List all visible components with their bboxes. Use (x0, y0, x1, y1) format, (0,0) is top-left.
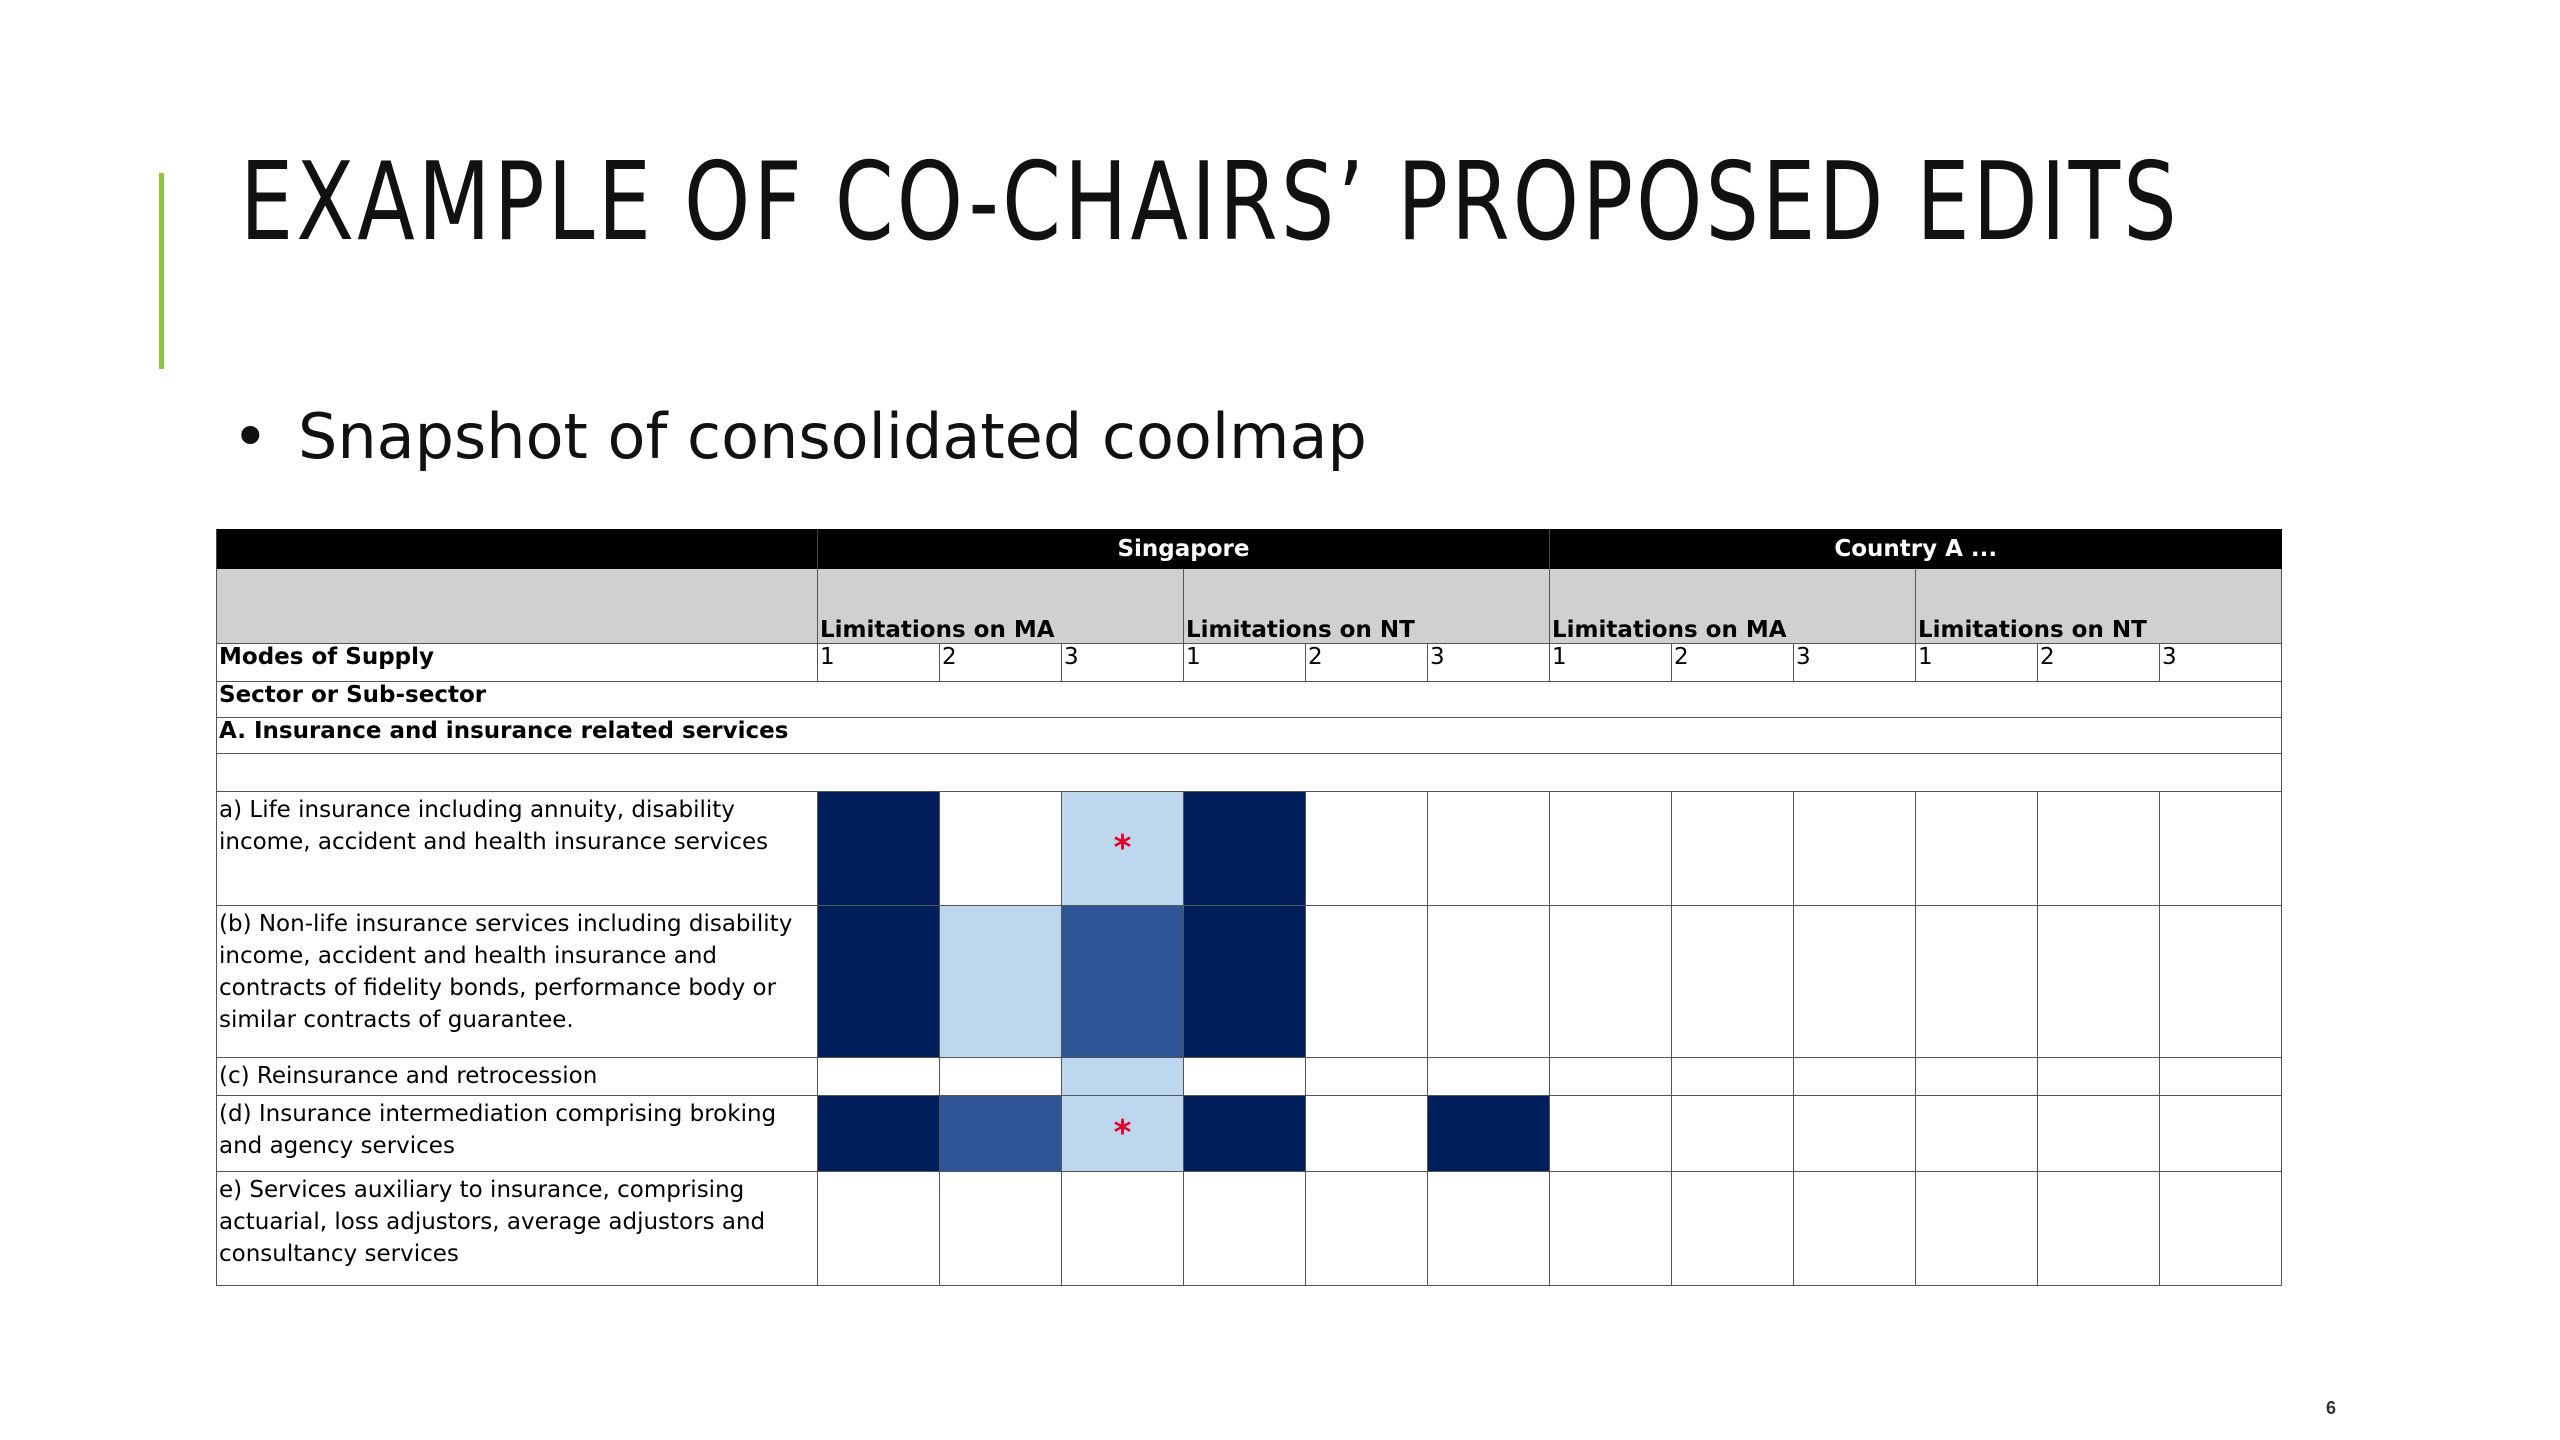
heat-cell (2038, 905, 2160, 1057)
table-row (217, 1057, 2282, 1095)
limitations-header: Limitations on NT (1184, 569, 1550, 643)
mode-number: 2 (1672, 643, 1794, 681)
table-row (217, 905, 2282, 1057)
mode-number: 1 (1916, 643, 2038, 681)
modes-row (217, 643, 2282, 681)
bullet-text: Snapshot of consolidated coolmap (298, 400, 1367, 473)
heat-cell (1550, 791, 1672, 905)
limitations-corner-cell (217, 569, 818, 643)
mode-number: 2 (2038, 643, 2160, 681)
table-row (217, 1171, 2282, 1285)
title-accent-bar (159, 173, 164, 369)
heat-cell (1672, 1171, 1794, 1285)
page-number: 6 (2326, 1398, 2337, 1418)
limitations-header: Limitations on MA (818, 569, 1184, 643)
heat-cell (1550, 1171, 1672, 1285)
limitations-header: Limitations on MA (1550, 569, 1916, 643)
heat-cell (940, 905, 1062, 1057)
mode-number: 2 (940, 643, 1062, 681)
heat-cell (940, 791, 1062, 905)
heat-cell (1062, 791, 1184, 905)
heat-cell (2038, 1095, 2160, 1171)
heat-cell (1794, 1095, 1916, 1171)
heat-cell (1672, 791, 1794, 905)
mode-number: 1 (1184, 643, 1306, 681)
table-row (217, 1095, 2282, 1171)
heat-cell (1184, 905, 1306, 1057)
heat-cell (1428, 1171, 1550, 1285)
section-row (217, 717, 2282, 753)
heat-cell (818, 1057, 940, 1095)
heat-cell (1306, 791, 1428, 905)
mode-number: 3 (2160, 643, 2282, 681)
slide-title: EXAMPLE OF CO-CHAIRS’ PROPOSED EDITS (240, 140, 2180, 265)
heat-cell (1672, 1095, 1794, 1171)
row-label: a) Life insurance including annuity, disability income, accident and health insurance services (217, 791, 818, 905)
limitations-header-row (217, 569, 2282, 643)
row-label: (d) Insurance intermediation comprising broking and agency services (217, 1095, 818, 1171)
row-label: e) Services auxiliary to insurance, comprising actuarial, loss adjustors, average adjustors and consultancy services (217, 1171, 818, 1285)
heat-cell (1672, 1057, 1794, 1095)
heat-cell (818, 905, 940, 1057)
heat-cell (1184, 1057, 1306, 1095)
mode-number: 3 (1428, 643, 1550, 681)
heat-cell (1916, 1057, 2038, 1095)
mode-number: 1 (1550, 643, 1672, 681)
heat-cell (1916, 1095, 2038, 1171)
heat-cell (1062, 905, 1184, 1057)
heat-cell (2160, 1171, 2282, 1285)
heat-cell (940, 1171, 1062, 1285)
asterisk-icon: * (1113, 828, 1132, 868)
heat-cell (1062, 1057, 1184, 1095)
heat-cell (1428, 1095, 1550, 1171)
heat-cell (2160, 1095, 2282, 1171)
heat-cell (1916, 905, 2038, 1057)
heat-cell (2038, 1057, 2160, 1095)
heat-cell (818, 1171, 940, 1285)
bullet-point (232, 400, 1367, 473)
heat-cell (1306, 1171, 1428, 1285)
sector-row (217, 681, 2282, 717)
heat-cell (1184, 1171, 1306, 1285)
bullet-dot-icon: • (232, 400, 269, 473)
mode-number: 2 (1306, 643, 1428, 681)
country-header: Country A ... (1550, 529, 2282, 569)
coolmap-table (216, 529, 2282, 1286)
corner-cell (217, 529, 818, 569)
heat-cell (1916, 1171, 2038, 1285)
heat-cell (1550, 1057, 1672, 1095)
heat-cell (1672, 905, 1794, 1057)
heat-cell (1428, 1057, 1550, 1095)
modes-label: Modes of Supply (217, 643, 818, 681)
heat-cell (1916, 791, 2038, 905)
heat-cell (1550, 905, 1672, 1057)
heat-cell (1306, 1095, 1428, 1171)
heat-cell (2038, 1171, 2160, 1285)
heat-cell (2160, 791, 2282, 905)
heat-cell (1794, 905, 1916, 1057)
heat-cell (818, 1095, 940, 1171)
country-header: Singapore (818, 529, 1550, 569)
heat-cell (2038, 791, 2160, 905)
limitations-header: Limitations on NT (1916, 569, 2282, 643)
row-label: (b) Non-life insurance services including disability income, accident and health insurance and contracts of fidelity bonds, performance body or similar contracts of guarantee. (217, 905, 818, 1057)
heat-cell (1306, 1057, 1428, 1095)
heat-cell (1062, 1171, 1184, 1285)
section-label: A. Insurance and insurance related services (217, 717, 2282, 753)
heat-cell (1306, 905, 1428, 1057)
heat-cell (2160, 1057, 2282, 1095)
table-row (217, 791, 2282, 905)
heat-cell (1428, 905, 1550, 1057)
sector-label: Sector or Sub-sector (217, 681, 2282, 717)
heat-cell (1428, 791, 1550, 905)
heat-cell (1184, 791, 1306, 905)
heat-cell (940, 1095, 1062, 1171)
heat-cell (818, 791, 940, 905)
country-header-row (217, 529, 2282, 569)
blank-cell (217, 753, 2282, 791)
mode-number: 3 (1062, 643, 1184, 681)
heat-cell (1184, 1095, 1306, 1171)
row-label: (c) Reinsurance and retrocession (217, 1057, 818, 1095)
heat-cell (1794, 1057, 1916, 1095)
heat-cell (940, 1057, 1062, 1095)
heat-cell (2160, 905, 2282, 1057)
heat-cell (1062, 1095, 1184, 1171)
asterisk-icon: * (1113, 1113, 1132, 1153)
heat-cell (1794, 791, 1916, 905)
mode-number: 1 (818, 643, 940, 681)
mode-number: 3 (1794, 643, 1916, 681)
heat-cell (1794, 1171, 1916, 1285)
heat-cell (1550, 1095, 1672, 1171)
blank-row (217, 753, 2282, 791)
